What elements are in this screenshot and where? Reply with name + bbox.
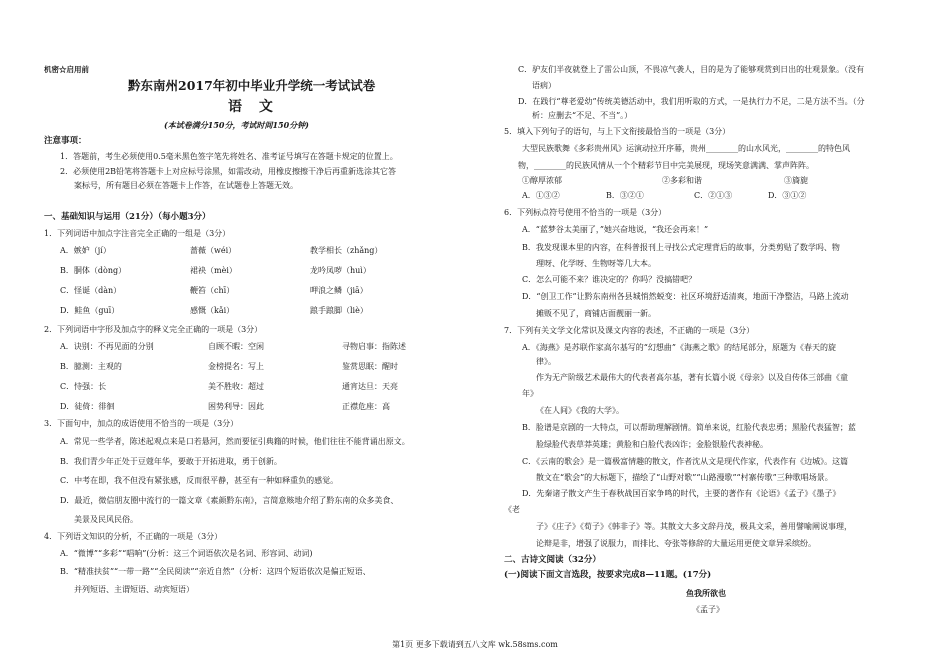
- notes-label: 注意事项：: [44, 136, 87, 146]
- q2-option: C．恃强：长: [60, 382, 107, 391]
- page-footer: 第1页 更多下载请到五八文库 wk.58sms.com: [392, 640, 558, 649]
- q2-option: 寻物启事：指陈述: [342, 342, 406, 351]
- note-item: 1．答题前，考生必须使用0.5毫米黑色签字笔先将姓名、准考证号填写在答题卡规定的位置上。: [60, 152, 398, 161]
- q6-stem: 6．下列标点符号使用不恰当的一项是（3分）: [504, 208, 667, 217]
- q4-cont-line: D．在践行“尊老爱幼”传统美德活动中，我们用听取的方式，一是执行力不足，二是方法不当。（分: [518, 97, 865, 106]
- q5-choice: ③旖旎: [784, 176, 808, 185]
- exam-title: 黔东南州2017年初中毕业升学统一考试试卷: [128, 78, 376, 93]
- q2-option: D．徒倚：徘徊: [60, 402, 115, 411]
- note-item: 案标号，所有题目必须在答题卡上作答，在试题卷上答题无效。: [74, 181, 298, 190]
- q5-line: 大型民族歌舞《多彩贵州风》运演动拉开序幕，贵州________的山水风光，________的特色风: [522, 144, 850, 153]
- q2-option: 通宵达旦：天亮: [342, 382, 398, 391]
- q3-line: B．我们青少年正处于豆蔻年华，要敢于开拓进取，勇于创新。: [60, 457, 282, 466]
- q4-line: 并列短语、主谓短语、动宾短语）: [74, 585, 194, 594]
- q1-option: 鞭笞（chī）: [190, 286, 235, 295]
- subject-title: 语 文: [228, 99, 279, 115]
- q3-line: A．常见一些学者，陈述起观点来是口若悬河，然而要征引典籍的时候，他们往往不能背诵出原文。: [60, 437, 410, 446]
- q2-option: 困势利导：因此: [208, 402, 264, 411]
- q6-line: D．“创卫工作”让黔东南州各县城悄然蜕变：社区环境舒适清爽，地面干净整洁，马路上流动: [522, 292, 849, 301]
- q7-line: 律》。: [536, 357, 556, 366]
- q5-option: A．①③②: [522, 191, 560, 200]
- q4-cont-line: 析：应删去“不足、不当”。）: [532, 111, 633, 120]
- q5-option: B．③②①: [606, 191, 644, 200]
- q1-option: 教学相长（zhǎng）: [310, 246, 383, 255]
- q7-line: 作为无产阶级艺术最伟大的代表者高尔基，著有长篇小说《母亲》以及自传体三部曲《童: [536, 373, 848, 382]
- q4-line: B．“精准扶贫”“一带一路”“全民阅读”“亲近自然”（分析：这四个短语依次是偏正短语、: [60, 567, 371, 576]
- q2-option: 鉴赏思眠：醒时: [342, 362, 398, 371]
- q7-line: 《老: [504, 505, 520, 514]
- q2-option: 金榜提名：写上: [208, 362, 264, 371]
- q1-option: D．鲑鱼（guī）: [60, 306, 120, 315]
- q1-option: 裙袂（mèi）: [190, 266, 237, 275]
- q5-choice: ②多彩和谐: [662, 176, 702, 185]
- q2-option: B．臆测：主观的: [60, 362, 122, 371]
- q2-option: A．诀别：不再见面的分别: [60, 342, 154, 351]
- section2-sub: (一)阅读下面文言选段，按要求完成8—11题。(17分): [504, 570, 712, 580]
- q1-option: B．胴体（dòng）: [60, 266, 127, 275]
- q5-line: 物，________的民族风情从一个个精彩节目中完美展现，现场笑意满满、掌声阵阵。: [518, 161, 814, 170]
- q4-line: A．“微博”“多彩”“唱响”(分析：这三个词语依次是名词、形容词、动词): [60, 549, 313, 558]
- q6-line: 摊贩不见了，商铺店面靓丽一新。: [536, 309, 656, 318]
- q6-line: B．我发现课本里的内容，在科普报刊上寻找公式定理背后的故事，分类剪贴了数学吗、物: [522, 243, 840, 252]
- q1-option: A．嫉妒（jí）: [60, 246, 111, 255]
- q1-option: 龙吟凤哕（huì）: [310, 266, 371, 275]
- q5-choice: ①醇厚浓郁: [522, 176, 562, 185]
- q7-line: 论辩是非，增强了说服力，而排比、夸张等修辞的大量运用更使文章异采缤纷。: [536, 539, 816, 548]
- q1-stem: 1．下列词语中加点字注音完全正确的一组是（3分）: [44, 229, 231, 238]
- q3-stem: 3．下面句中，加点的成语使用不恰当的一项是（3分）: [44, 419, 239, 428]
- q2-option: 自顾不暇：空闲: [208, 342, 264, 351]
- passage-title: 鱼我所欲也: [686, 588, 726, 598]
- q2-option: 正襟危座：高: [342, 402, 390, 411]
- secret-label: 机密☆启用前: [44, 65, 89, 74]
- q1-option: 感慨（kǎi）: [190, 306, 235, 315]
- q3-line: D．最近，微信朋友圈中流行的一篇文章《素颜黔东南》，言简意赅地介绍了黔东南的众多美食、: [60, 496, 399, 505]
- q2-stem: 2．下列词语中字形及加点字的释义完全正确的一项是（3分）: [44, 325, 263, 334]
- note-item: 2．必须使用2B铅笔将答题卡上对应标号涂黑，如需改动，用橡皮擦擦干净后再重新选涂其它答: [60, 167, 397, 176]
- q7-line: D．先秦诸子散文产生于春秋战国百家争鸣的时代，主要的著作有《论语》《孟子》《墨子》: [522, 489, 841, 498]
- q7-line: 脸绿脸代表草莽英雄；黄脸和白脸代表凶诈；金脸银脸代表神秘。: [536, 440, 768, 449]
- q7-line: 年》: [522, 389, 538, 398]
- q4-cont-line: C．驴友们半夜就登上了雷公山顶，不畏凉气袭人，目的是为了能够观赏到日出的壮观景象。（没有: [518, 65, 865, 74]
- q1-option: 蔷薇（wéi）: [190, 246, 237, 255]
- exam-info: (本试卷满分150分，考试时间150分钟): [164, 120, 309, 130]
- q1-option: 呷浪之鳞（jiā）: [310, 286, 368, 295]
- q6-line: 理呀、化学呀、生物呀等几大本。: [536, 259, 656, 268]
- q7-line: B．脸谱是京剧的一大特点，可以帮助理解剧情。简单来说，红脸代表忠勇；黑脸代表猛智；蓝: [522, 423, 856, 432]
- section1-heading: 一、基础知识与运用（21分）（每小题3分）: [44, 212, 211, 222]
- q4-stem: 4．下列语文知识的分析，不正确的一项是（3分）: [44, 532, 223, 541]
- q7-line: 《在人间》《我的大学》。: [536, 406, 624, 415]
- passage-author: 《孟子》: [692, 605, 724, 614]
- q3-line: C．中考在即，我不但没有紧张感，反而很平静，甚至有一种如释重负的感觉。: [60, 476, 339, 485]
- q4-cont-line: 语病）: [532, 81, 556, 90]
- q7-line: 散文在“歌会”的大标题下，描绘了“山野对歌”“山路漫歌”“村寨传歌”三种歌唱场景。: [536, 473, 833, 482]
- q5-stem: 5．填入下列句子的语句，与上下文衔接最恰当的一项是（3分）: [504, 127, 731, 136]
- section2-heading: 二、古诗文阅读（32分）: [504, 555, 601, 565]
- q7-line: C．《云南的歌会》是一篇极富情趣的散文，作者沈从文是现代作家，代表作有《边城》。这篇: [522, 457, 849, 466]
- q3-line: 美景及民风民俗。: [74, 515, 138, 524]
- q6-line: A．“蓝梦谷太美丽了，”她兴奋地说，“我还会再来！”: [522, 225, 709, 234]
- q1-option: C．怪诞（dàn）: [60, 286, 122, 295]
- q7-stem: 7．下列有关文学文化常识及课文内容的表述，不正确的一项是（3分）: [504, 326, 755, 335]
- q6-line: C．怎么可能不来？谁决定的？你吗？没搞错吧？: [522, 275, 697, 284]
- q5-option: C．②①③: [694, 191, 733, 200]
- q1-option: 踉手踉脚（liè）: [310, 306, 368, 315]
- q2-option: 美不胜收：超过: [208, 382, 264, 391]
- q7-line: A．《海燕》是苏联作家高尔基写的“幻想曲”《海燕之歌》的结尾部分，原题为《春天的旋: [522, 343, 836, 352]
- q7-line: 子》《庄子》《荀子》《韩非子》等。其散文大多文辞丹茂，极具文采，善用譬喻阐说事理，: [536, 522, 852, 531]
- q5-option: D．③①②: [768, 191, 807, 200]
